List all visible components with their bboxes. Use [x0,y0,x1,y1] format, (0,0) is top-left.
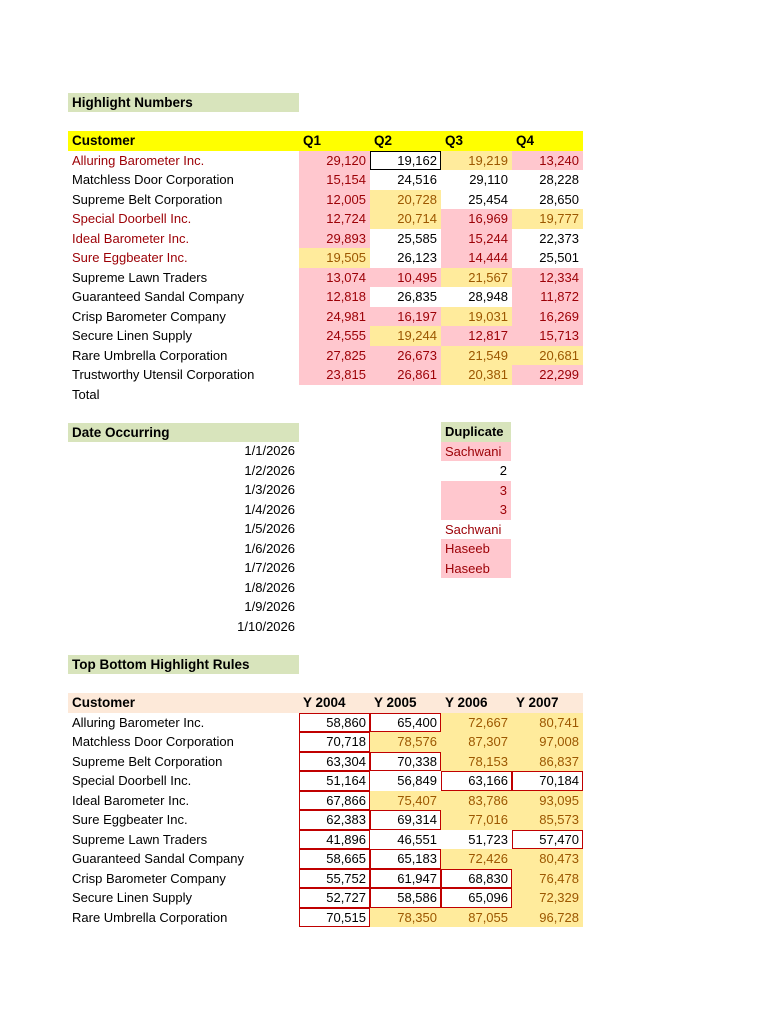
table-row [68,326,583,346]
total-label: Total [72,386,100,402]
table-row [68,791,583,811]
quarter-value: 12,005 [299,190,370,210]
year-value: 55,752 [299,869,370,889]
date-row [68,461,299,481]
quarter-value: 13,074 [299,268,370,288]
year-value: 80,473 [512,849,583,869]
quarter-value: 14,444 [441,248,512,268]
year-value: 86,837 [512,752,583,772]
customer-name: Matchless Door Corporation [72,172,234,188]
year-value: 65,096 [441,888,512,908]
total-cell [441,385,512,405]
year-value: 85,573 [512,810,583,830]
year-value: 75,407 [370,791,441,811]
quarter-value: 29,110 [469,172,508,188]
quarter-value: 15,244 [441,229,512,249]
table-row [68,190,583,210]
customer-name: Supreme Lawn Traders [72,269,208,285]
duplicate-row [441,481,511,501]
year-value: 68,830 [441,869,512,889]
year-value: 70,338 [370,752,441,772]
year-value: 87,307 [441,732,512,752]
quarter-value: 23,815 [299,365,370,385]
year-value: 77,016 [441,810,512,830]
quarter-value: 16,969 [441,209,512,229]
table-row [68,849,583,869]
customer-name: Ideal Barometer Inc. [72,792,190,808]
top-bottom-table [68,693,583,927]
total-cell [299,385,370,405]
year-value: 56,849 [397,773,437,789]
section-title-top-bottom-rules: Top Bottom Highlight Rules [68,655,299,674]
quarter-value: 19,244 [370,326,441,346]
quarter-value: 12,334 [512,268,583,288]
header-q2: Q2 [370,131,441,151]
year-value: 78,350 [370,908,441,928]
quarter-value: 26,861 [370,365,441,385]
year-value: 70,718 [299,732,370,752]
year-value: 65,400 [370,713,441,733]
duplicate-row [441,500,511,520]
quarter-value: 26,673 [370,346,441,366]
date-value: 1/1/2026 [244,443,295,459]
date-value: 1/7/2026 [244,560,295,576]
header-y2006: Y 2006 [441,693,512,713]
customer-name: Sure Eggbeater Inc. [72,250,188,266]
quarter-value: 21,549 [441,346,512,366]
quarter-value: 25,585 [397,230,437,246]
section-title-highlight-numbers: Highlight Numbers [68,93,299,112]
duplicate-table-body [441,422,511,578]
quarter-value: 29,120 [299,151,370,171]
quarter-value: 24,516 [397,172,437,188]
quarter-value: 12,724 [299,209,370,229]
duplicate-value: 2 [499,463,507,479]
duplicate-value: 3 [441,481,511,501]
quarter-value: 28,948 [468,289,508,305]
year-value: 58,586 [370,888,441,908]
duplicate-value: Sachwani [445,521,502,537]
duplicate-row [441,442,511,462]
date-row [68,500,299,520]
year-value: 78,576 [370,732,441,752]
quarter-value: 19,777 [512,209,583,229]
quarter-value: 19,505 [299,248,370,268]
table-row [68,248,583,268]
duplicate-table [441,422,511,578]
quarter-value: 13,240 [512,151,583,171]
quarter-value: 11,872 [512,287,583,307]
date-row [68,441,299,461]
total-row [68,385,583,405]
customer-name: Supreme Belt Corporation [72,753,223,769]
quarter-value: 26,835 [397,289,437,305]
year-value: 57,470 [512,830,583,850]
quarter-value: 19,162 [370,151,441,171]
customer-name: Sure Eggbeater Inc. [72,812,188,828]
quarter-value: 28,228 [539,172,579,188]
year-value: 63,304 [299,752,370,772]
customer-name: Supreme Lawn Traders [72,831,208,847]
date-row [68,617,299,637]
header-duplicate: Duplicate [441,422,511,442]
total-cell [370,385,441,405]
date-value: 1/10/2026 [237,618,295,634]
customer-name: Guaranteed Sandal Company [72,851,245,867]
quarter-value: 26,123 [397,250,437,266]
date-row [68,578,299,598]
duplicate-row [441,539,511,559]
table-row [68,869,583,889]
year-value: 96,728 [512,908,583,928]
year-value: 41,896 [299,830,370,850]
header-y2005: Y 2005 [370,693,441,713]
quarter-value: 28,650 [539,191,579,207]
quarter-value: 25,454 [468,191,508,207]
customer-name: Alluring Barometer Inc. [72,152,205,168]
date-value: 1/2/2026 [244,462,295,478]
highlight-numbers-table [68,131,583,404]
year-value: 65,183 [370,849,441,869]
date-value: 1/5/2026 [244,521,295,537]
quarter-value: 19,219 [441,151,512,171]
date-table-body [68,441,299,636]
year-value: 83,786 [441,791,512,811]
quarter-value: 27,825 [299,346,370,366]
duplicate-row [441,520,511,540]
date-row [68,519,299,539]
table-row [68,830,583,850]
year-value: 70,184 [512,771,583,791]
date-value: 1/4/2026 [244,501,295,517]
table-row [68,713,583,733]
total-cell [512,385,583,405]
quarter-value: 20,714 [370,209,441,229]
header-customer: Customer [68,693,299,713]
table-row [68,888,583,908]
year-value: 51,723 [468,831,508,847]
year-value: 93,095 [512,791,583,811]
quarter-value: 29,893 [299,229,370,249]
table-header-row [68,693,583,713]
table-row [68,346,583,366]
customer-name: Rare Umbrella Corporation [72,909,228,925]
year-value: 72,329 [512,888,583,908]
header-q1: Q1 [299,131,370,151]
quarter-value: 20,728 [370,190,441,210]
year-value: 72,667 [441,713,512,733]
header-customer: Customer [68,131,299,151]
customer-name: Alluring Barometer Inc. [72,714,205,730]
date-row [68,539,299,559]
table-row [68,229,583,249]
customer-name: Secure Linen Supply [72,328,192,344]
table-row [68,307,583,327]
year-value: 58,665 [299,849,370,869]
quarter-value: 12,817 [441,326,512,346]
quarter-value: 22,299 [512,365,583,385]
year-value: 87,055 [441,908,512,928]
section-title-date-occurring: Date Occurring [68,423,299,442]
quarter-value: 19,031 [441,307,512,327]
customer-name: Guaranteed Sandal Company [72,289,245,305]
table-row [68,365,583,385]
header-q3: Q3 [441,131,512,151]
duplicate-header-row [441,422,511,442]
year-value: 62,383 [299,810,370,830]
quarter-value: 24,555 [299,326,370,346]
quarter-value: 10,495 [370,268,441,288]
duplicate-value: Haseeb [441,559,511,579]
date-value: 1/3/2026 [244,482,295,498]
year-value: 52,727 [299,888,370,908]
quarter-value: 12,818 [299,287,370,307]
customer-name: Ideal Barometer Inc. [72,230,190,246]
customer-name: Secure Linen Supply [72,890,192,906]
customer-name: Crisp Barometer Company [72,870,226,886]
year-value: 72,426 [441,849,512,869]
customer-name: Rare Umbrella Corporation [72,347,228,363]
table-row [68,170,583,190]
year-value: 80,741 [512,713,583,733]
duplicate-value: 3 [441,500,511,520]
customer-name: Special Doorbell Inc. [72,773,192,789]
date-row [68,558,299,578]
quarter-value: 15,154 [299,170,370,190]
date-table [68,441,299,636]
year-value: 67,866 [299,791,370,811]
table-row [68,732,583,752]
highlight-numbers-body [68,131,583,404]
year-value: 76,478 [512,869,583,889]
date-row [68,480,299,500]
duplicate-row [441,461,511,481]
table-header-row [68,131,583,151]
table-row [68,752,583,772]
table-row [68,268,583,288]
date-value: 1/6/2026 [244,540,295,556]
customer-name: Special Doorbell Inc. [72,211,192,227]
customer-name: Matchless Door Corporation [72,734,234,750]
date-value: 1/9/2026 [244,599,295,615]
quarter-value: 15,713 [512,326,583,346]
table-row [68,151,583,171]
quarter-value: 16,197 [370,307,441,327]
year-value: 63,166 [441,771,512,791]
duplicate-value: Sachwani [441,442,511,462]
table-row [68,287,583,307]
quarter-value: 24,981 [299,307,370,327]
header-y2007: Y 2007 [512,693,583,713]
duplicate-value: Haseeb [441,539,511,559]
quarter-value: 22,373 [539,230,579,246]
year-value: 78,153 [441,752,512,772]
year-value: 58,860 [299,713,370,733]
year-value: 70,515 [299,908,370,928]
year-value: 97,008 [512,732,583,752]
quarter-value: 16,269 [512,307,583,327]
table-row [68,771,583,791]
top-bottom-body [68,693,583,927]
header-y2004: Y 2004 [299,693,370,713]
duplicate-row [441,559,511,579]
customer-name: Trustworthy Utensil Corporation [72,367,255,383]
year-value: 61,947 [370,869,441,889]
customer-name: Crisp Barometer Company [72,308,226,324]
quarter-value: 25,501 [539,250,579,266]
quarter-value: 20,381 [441,365,512,385]
year-value: 69,314 [370,810,441,830]
year-value: 46,551 [397,831,437,847]
date-value: 1/8/2026 [244,579,295,595]
year-value: 51,164 [299,771,370,791]
table-row [68,810,583,830]
table-row [68,908,583,928]
quarter-value: 21,567 [441,268,512,288]
date-row [68,597,299,617]
table-row [68,209,583,229]
customer-name: Supreme Belt Corporation [72,191,223,207]
quarter-value: 20,681 [512,346,583,366]
header-q4: Q4 [512,131,583,151]
